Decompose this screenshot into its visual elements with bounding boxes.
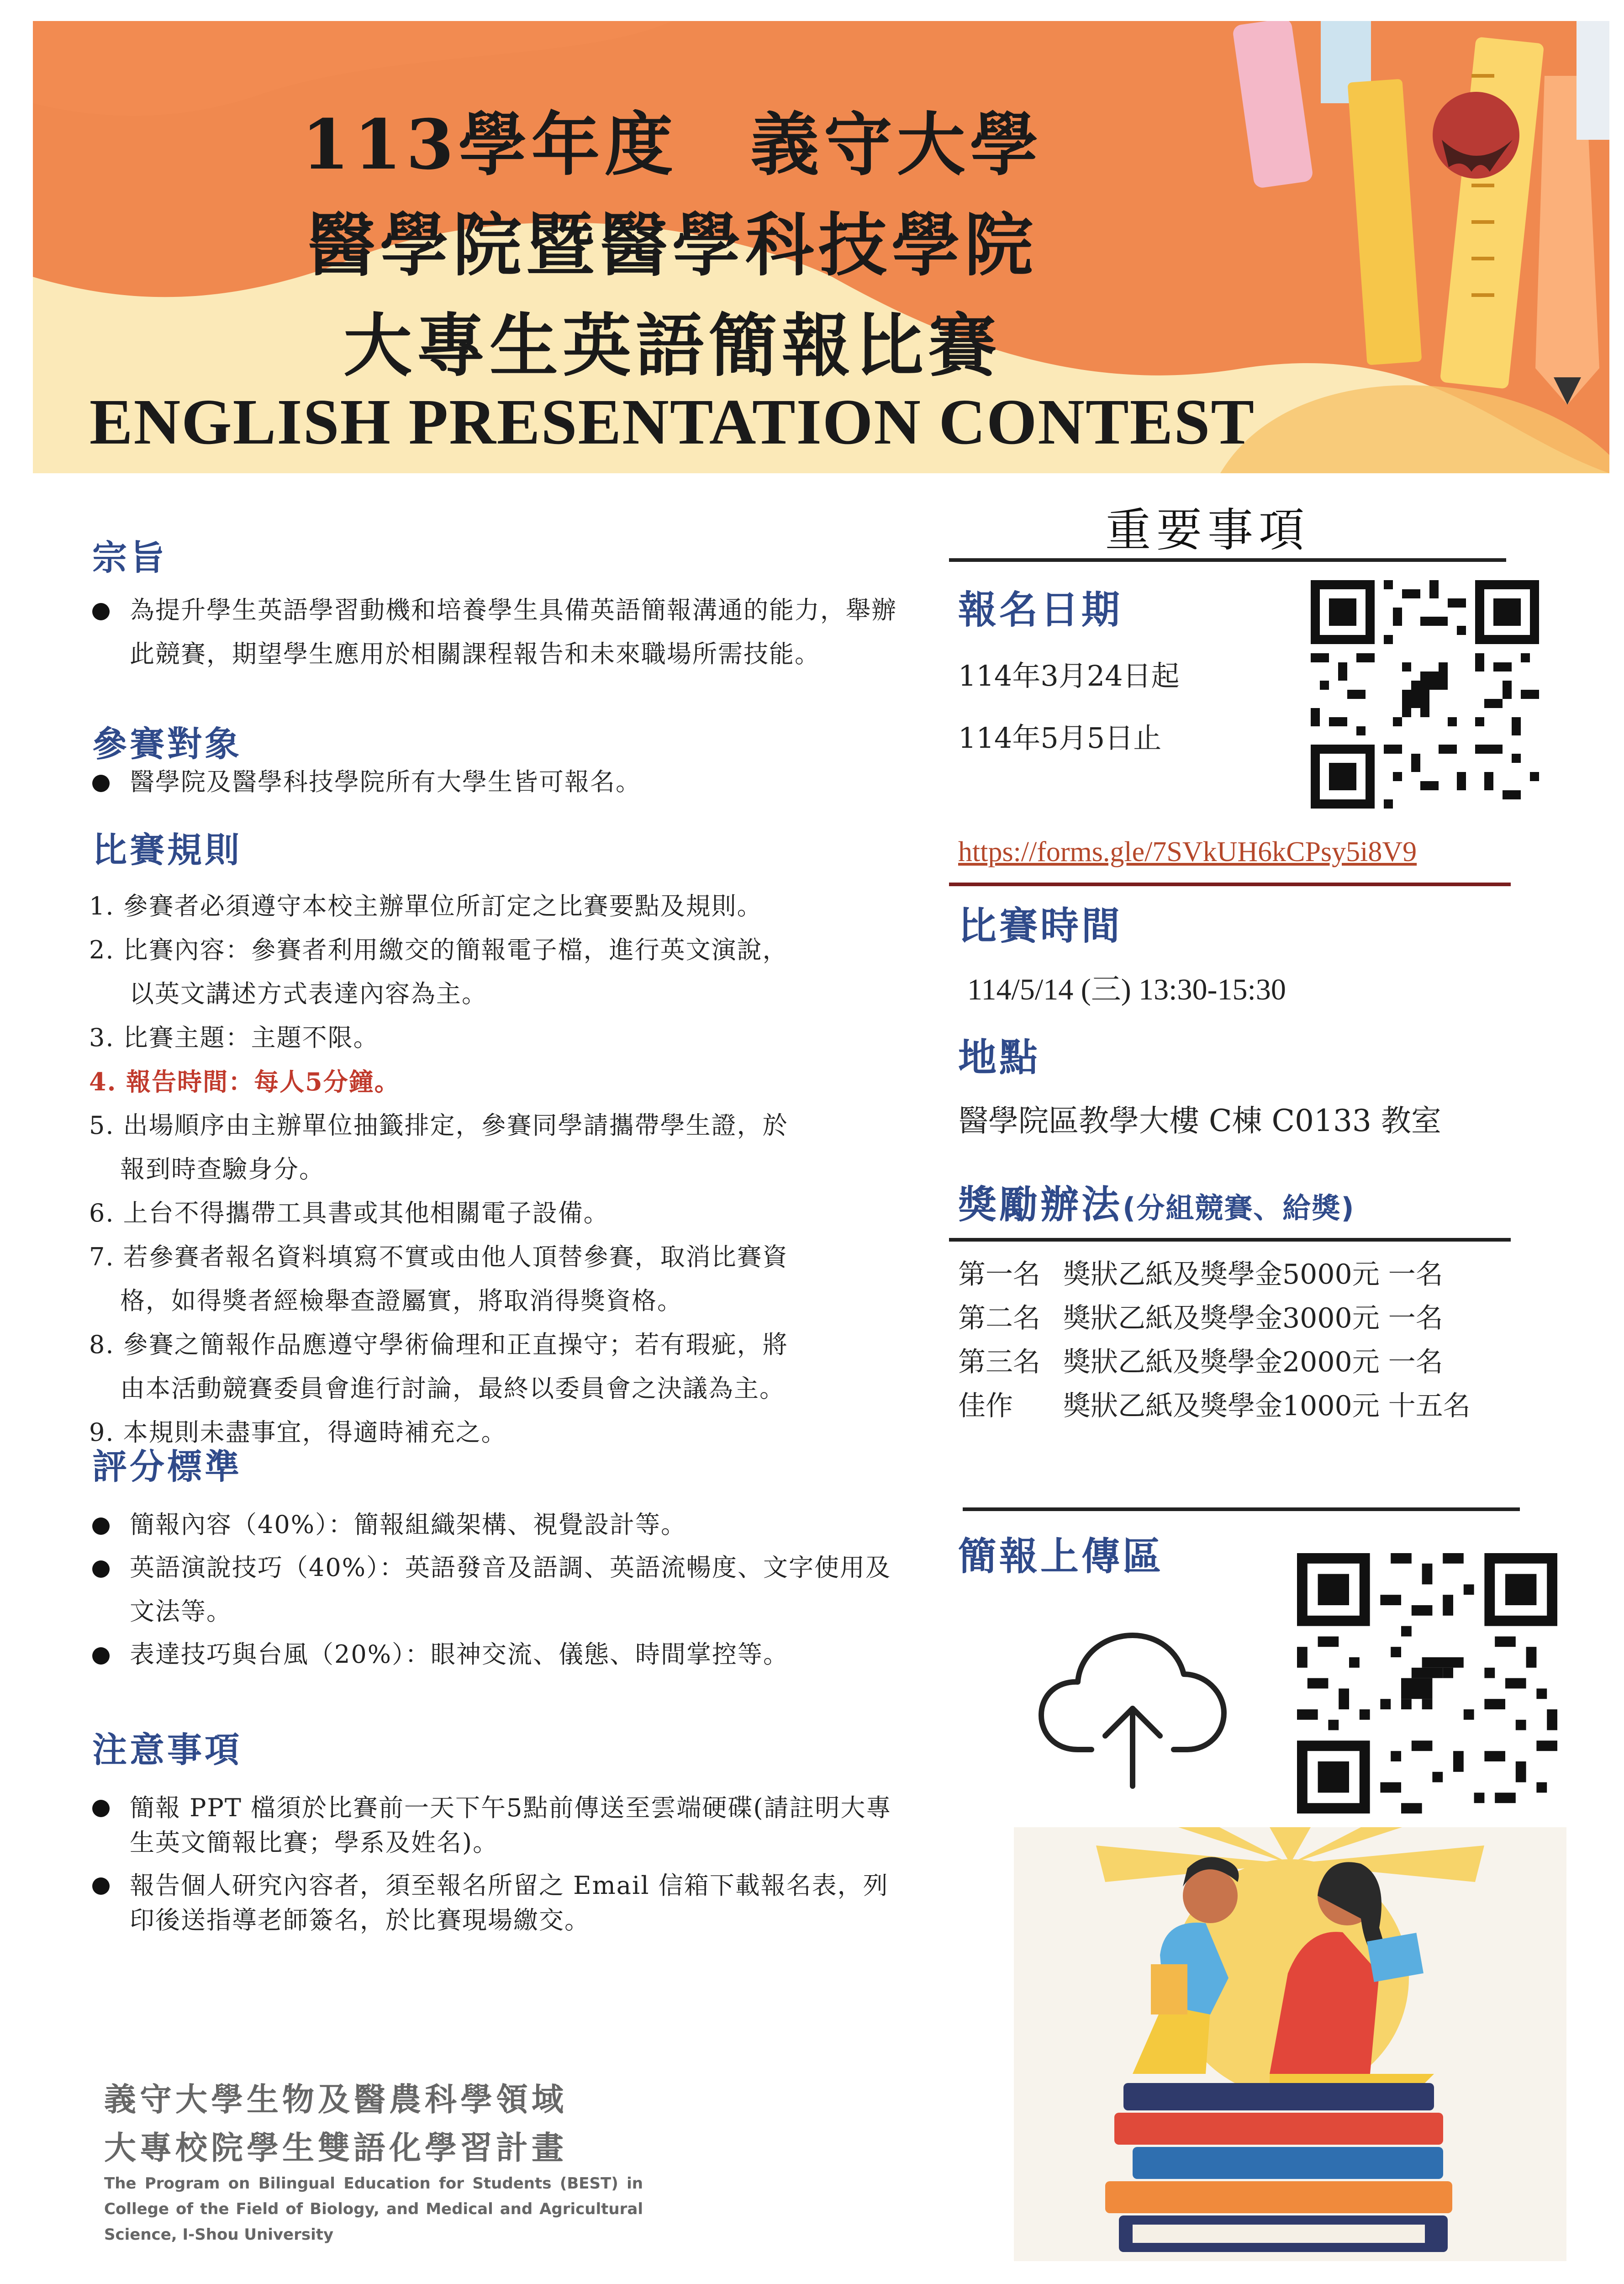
award-row	[958, 1340, 1471, 1384]
important-heading: 重要事項	[1105, 503, 1310, 557]
banner-title-line-2: 醫學院暨醫學科技學院	[306, 205, 1038, 286]
award-prize: 獎狀乙紙及獎學金2000元 一名	[1063, 1346, 1443, 1378]
purpose-text: 為提升學生英語學習動機和培養學生具備英語簡報溝通的能力，舉辦此競賽，期望學生應用於相關課程報告和未來職場所需技能。	[130, 596, 897, 668]
cloud-upload-icon[interactable]	[1037, 1626, 1229, 1791]
notes-item	[92, 1868, 910, 1955]
rule-item: 以英文講述方式表達內容為主。	[129, 979, 487, 1008]
rule-item: 9. 本規則未盡事宜，得適時補充之。	[89, 1418, 507, 1447]
footer-program-name-1: 義守大學生物及醫農科學領域	[104, 2081, 567, 2118]
award-rank: 佳作	[958, 1390, 1013, 1422]
bullet-icon	[92, 1560, 110, 1578]
award-rank: 第一名	[958, 1258, 1040, 1290]
banner-title-english: ENGLISH PRESENTATION CONTEST	[89, 386, 1255, 458]
footer-program-name-2: 大專校院學生雙語化學習計畫	[104, 2129, 567, 2167]
bullet-icon	[92, 1517, 110, 1535]
bullet-icon	[92, 1647, 110, 1665]
notes-item	[92, 1791, 910, 1877]
purpose-heading: 宗旨	[92, 537, 167, 578]
award-rank: 第三名	[958, 1346, 1040, 1378]
scoring-text: 表達技巧與台風（20%）：眼神交流、儀態、時間掌控等。	[130, 1640, 789, 1669]
awards-subtitle: (分組競賽、給獎)	[1123, 1191, 1355, 1225]
registration-end: 114年5月5日止	[958, 721, 1162, 755]
bullet-icon	[92, 603, 110, 620]
scoring-heading: 評分標準	[92, 1446, 242, 1487]
scoring-text: 英語演說技巧（40%）：英語發音及語調、英語流暢度、文字使用及文法等。	[130, 1553, 891, 1626]
divider	[949, 1238, 1511, 1242]
rule-item: 5. 出場順序由主辦單位抽籤排定，參賽同學請攜帶學生證，於	[89, 1111, 788, 1140]
eligibility-heading: 參賽對象	[92, 724, 242, 764]
divider	[949, 883, 1511, 886]
eligibility-item	[92, 760, 910, 806]
rule-item: 7. 若參賽者報名資料填寫不實或由他人頂替參賽，取消比賽資	[89, 1242, 788, 1271]
rule-item: 1. 參賽者必須遵守本校主辦單位所訂定之比賽要點及規則。	[89, 892, 763, 920]
purpose-item	[92, 588, 910, 721]
eligibility-text: 醫學院及醫學科技學院所有大學生皆可報名。	[130, 767, 641, 796]
scoring-item	[92, 1503, 910, 1547]
award-row	[958, 1384, 1471, 1428]
award-row	[958, 1296, 1471, 1340]
bullet-icon	[92, 1800, 110, 1817]
awards-heading	[958, 1174, 1355, 1229]
notes-heading: 注意事項	[92, 1729, 242, 1770]
location-text: 醫學院區教學大樓 C棟 C0133 教室	[958, 1103, 1441, 1138]
rule-item: 由本活動競賽委員會進行討論，最終以委員會之決議為主。	[120, 1374, 785, 1403]
upload-qr-code[interactable]	[1297, 1553, 1557, 1813]
awards-title: 獎勵辦法	[958, 1182, 1123, 1227]
notes-text: 簡報 PPT 檔須於比賽前一天下午5點前傳送至雲端硬碟(請註明大專生英文簡報比賽；學系及姓名)。	[130, 1793, 892, 1857]
registration-start: 114年3月24日起	[958, 659, 1180, 693]
bullet-icon	[92, 775, 110, 792]
rule-item: 格，如得獎者經檢舉查證屬實，將取消得獎資格。	[120, 1286, 683, 1315]
banner-title-line-3: 大專生英語簡報比賽	[343, 306, 1001, 386]
award-prize: 獎狀乙紙及獎學金5000元 一名	[1063, 1258, 1443, 1290]
contest-time-text: 114/5/14 (三) 13:30-15:30	[967, 973, 1286, 1006]
award-row	[958, 1253, 1471, 1296]
scoring-item	[92, 1633, 910, 1676]
rule-item: 報到時查驗身分。	[120, 1155, 325, 1184]
award-prize: 獎狀乙紙及獎學金3000元 一名	[1063, 1302, 1443, 1334]
registration-heading: 報名日期	[958, 587, 1123, 632]
award-rank: 第二名	[958, 1302, 1040, 1334]
registration-qr-code[interactable]	[1311, 580, 1539, 809]
rule-item: 6. 上台不得攜帶工具書或其他相關電子設備。	[89, 1199, 609, 1227]
footer-program-english: The Program on Bilingual Education for Students (BEST) in College of the Field of Biology, and Medical and Agricultural Science, I-Shou University	[104, 2174, 643, 2244]
awards-list	[958, 1253, 1471, 1428]
rule-item: 3. 比賽主題：主題不限。	[89, 1023, 379, 1052]
header-banner	[33, 21, 1609, 473]
location-heading: 地點	[958, 1035, 1041, 1080]
rule-item: 4. 報告時間：每人5分鐘。	[89, 1067, 400, 1096]
rules-list	[89, 884, 911, 1454]
registration-link[interactable]: https://forms.gle/7SVkUH6kCPsy5i8V9	[958, 836, 1417, 867]
scoring-item	[92, 1546, 910, 1633]
bullet-icon	[92, 1877, 110, 1895]
rule-item: 8. 參賽之簡報作品應遵守學術倫理和正直操守；若有瑕疵，將	[89, 1330, 788, 1359]
notes-text: 報告個人研究內容者，須至報名所留之 Email 信箱下載報名表，列印後送指導老師簽名，於比賽現場繳交。	[130, 1871, 889, 1935]
contest-time-heading: 比賽時間	[958, 904, 1123, 948]
reading-illustration	[1014, 1827, 1566, 2261]
banner-title-line-1: 113學年度 義守大學	[301, 105, 1043, 185]
rule-item: 2. 比賽內容：參賽者利用繳交的簡報電子檔，進行英文演說，	[89, 936, 788, 964]
rules-heading: 比賽規則	[92, 830, 242, 870]
divider	[949, 558, 1506, 562]
upload-heading: 簡報上傳區	[958, 1534, 1164, 1579]
scoring-text: 簡報內容（40%）：簡報組織架構、視覺設計等。	[130, 1510, 687, 1539]
divider	[963, 1507, 1520, 1511]
award-prize: 獎狀乙紙及獎學金1000元 十五名	[1063, 1390, 1471, 1422]
